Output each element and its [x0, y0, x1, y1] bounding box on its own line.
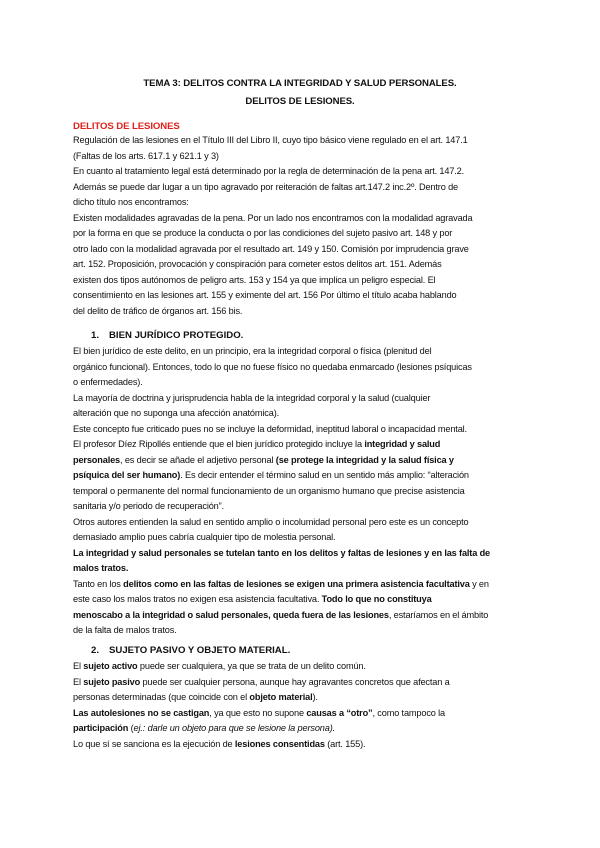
- section-1-heading: [91, 330, 243, 341]
- section-title: SUJETO PASIVO Y OBJETO MATERIAL.: [109, 645, 291, 656]
- section-2-heading: [91, 645, 290, 656]
- text-line: [73, 577, 533, 593]
- text-span: El profesor Díez Ripollés entiende que el bien jurídico protegido incluye la: [73, 439, 365, 449]
- bold-span: sujeto activo: [83, 661, 138, 671]
- text-span: . Es decir entender el término salud en un sentido más amplio: “alteración: [180, 470, 469, 480]
- bold-span: causas a “otro”: [306, 707, 373, 718]
- text-line: [73, 706, 533, 722]
- bold-span: participación: [73, 723, 129, 733]
- text-line: [73, 546, 533, 562]
- section-title: BIEN JURÍDICO PROTEGIDO.: [109, 330, 244, 341]
- bold-span: malos tratos.: [73, 563, 129, 573]
- text-span: (art. 155).: [324, 738, 366, 749]
- text-span: Tanto en los: [73, 578, 124, 589]
- text-span: y en: [469, 578, 489, 589]
- bold-span: objeto material: [249, 692, 313, 702]
- intro-paragraph: [73, 133, 533, 319]
- bold-span: psíquica del ser humano): [73, 470, 181, 480]
- intro-line: En cuanto al tratamiento legal está determinado por la regla de determinación de la pena art. 147.2.: [73, 166, 465, 176]
- text-line: [73, 468, 533, 484]
- text-span: puede ser cualquiera, ya que se trata de un delito común.: [137, 661, 366, 671]
- italic-span: ej.: darle un objeto para que se lesione la persona).: [133, 723, 336, 733]
- text-line: sanitaria y/o periodo de recuperación”.: [73, 501, 224, 511]
- intro-line: consentimiento en las lesiones art. 155 y eximente del art. 156 Por último el título acaba hablando: [73, 290, 457, 300]
- section-2-body: [73, 659, 533, 752]
- text-span: Lo que sí se sanciona es la ejecución de: [73, 738, 235, 749]
- bold-span: Todo lo que no constituya: [321, 594, 432, 604]
- text-line: demasiado amplio pues cabría cualquier tipo de molestia personal.: [73, 532, 336, 542]
- text-span: (: [128, 723, 134, 733]
- section-number: 1.: [91, 330, 100, 341]
- text-line: [73, 690, 533, 706]
- section-1-body: [73, 344, 533, 639]
- bold-span: personales: [73, 454, 121, 465]
- text-line: alteración que no suponga una afección anatómica).: [73, 408, 280, 418]
- text-line: Otros autores entienden la salud en sentido amplio o incolumidad personal pero este es un concepto: [73, 516, 469, 527]
- intro-line: por la forma en que se produce la conducta o por las condiciones del sujeto pasivo art. 148 y por: [73, 228, 453, 238]
- text-line: orgánico funcional). Entonces, todo lo que no fuese físico no quedaba enmarcado (lesiones psíquicas: [73, 361, 472, 372]
- text-line: [73, 437, 533, 453]
- intro-line: dicho título nos encontramos:: [73, 197, 189, 207]
- intro-line: art. 152. Proposición, provocación y conspiración para cometer estos delitos art. 151. Además: [73, 259, 442, 269]
- text-line: El bien jurídico de este delito, en un principio, era la integridad corporal o física (plenitud del: [73, 346, 432, 356]
- section-number: 2.: [91, 645, 100, 656]
- bold-span: sujeto pasivo: [83, 676, 141, 687]
- text-span: El: [73, 676, 84, 687]
- text-span: , estaríamos en el ámbito: [388, 609, 489, 620]
- text-line: [73, 453, 533, 469]
- intro-line: Regulación de las lesiones en el Título III del Libro II, cuyo tipo básico viene regulado en el art. 147.1: [73, 135, 468, 145]
- bold-span: menoscabo a la integridad o salud personales, queda fuera de las lesiones: [73, 609, 389, 620]
- text-line: [73, 737, 533, 753]
- text-span: , es decir se añade el adjetivo personal: [120, 454, 276, 465]
- bold-span: lesiones consentidas: [234, 738, 325, 749]
- text-span: personas determinadas (que coincide con el: [73, 692, 250, 702]
- text-span: , como tampoco la: [372, 707, 446, 718]
- document-subtitle: DELITOS DE LESIONES.: [245, 96, 355, 107]
- text-line: La mayoría de doctrina y jurisprudencia habla de la integridad corporal y la salud (cualquier: [73, 392, 431, 403]
- text-line: [73, 659, 533, 675]
- intro-line: Además se puede dar lugar a un tipo agravado por reiteración de faltas art.147.2 inc.2º. Dentro de: [73, 181, 458, 192]
- intro-line: otro lado con la modalidad agravada por el resultado art. 149 y 150. Comisión por imprudencia grave: [73, 243, 469, 254]
- section-heading-delitos-lesiones: DELITOS DE LESIONES: [73, 121, 180, 132]
- intro-line: existen dos tipos autónomos de peligro arts. 153 y 154 ya que implica un peligro especial. El: [73, 274, 436, 285]
- text-line: de la falta de malos tratos.: [73, 625, 177, 635]
- bold-span: integridad y salud: [364, 439, 441, 449]
- bold-span: La integridad y salud personales se tutelan tanto en los delitos y faltas de lesiones y en las falta de: [73, 547, 491, 558]
- text-line: [73, 675, 533, 691]
- text-span: este caso los malos tratos no exigen esa asistencia facultativa.: [73, 594, 322, 604]
- text-span: puede ser cualquier persona, aunque hay agravantes concretos que afectan a: [140, 676, 450, 687]
- text-line: [73, 592, 533, 608]
- intro-line: del delito de tráfico de órganos art. 156 bis.: [73, 305, 243, 316]
- text-line: [73, 608, 533, 624]
- bold-span: delitos como en las faltas de lesiones se exigen una primera asistencia facultativa: [123, 578, 470, 589]
- bold-span: (se protege la integridad y la salud física y: [275, 454, 454, 465]
- text-line: Este concepto fue criticado pues no se incluye la deformidad, ineptitud laboral o incapacidad mental.: [73, 423, 467, 434]
- text-line: [73, 721, 533, 737]
- bold-span: Las autolesiones no se castigan: [73, 707, 210, 718]
- text-span: ).: [312, 692, 318, 702]
- text-line: temporal o permanente del normal funcionamiento de un organismo humano que precise asistencia: [73, 485, 465, 496]
- text-line: o enfermedades).: [73, 377, 143, 387]
- text-line: [73, 561, 533, 577]
- document-title: TEMA 3: DELITOS CONTRA LA INTEGRIDAD Y SALUD PERSONALES.: [143, 78, 457, 89]
- intro-line: Existen modalidades agravadas de la pena. Por un lado nos encontramos con la modalidad agravada: [73, 212, 473, 223]
- text-span: , ya que esto no supone: [209, 707, 307, 718]
- text-span: El: [73, 661, 84, 671]
- intro-line: (Faltas de los arts. 617.1 y 621.1 y 3): [73, 150, 219, 161]
